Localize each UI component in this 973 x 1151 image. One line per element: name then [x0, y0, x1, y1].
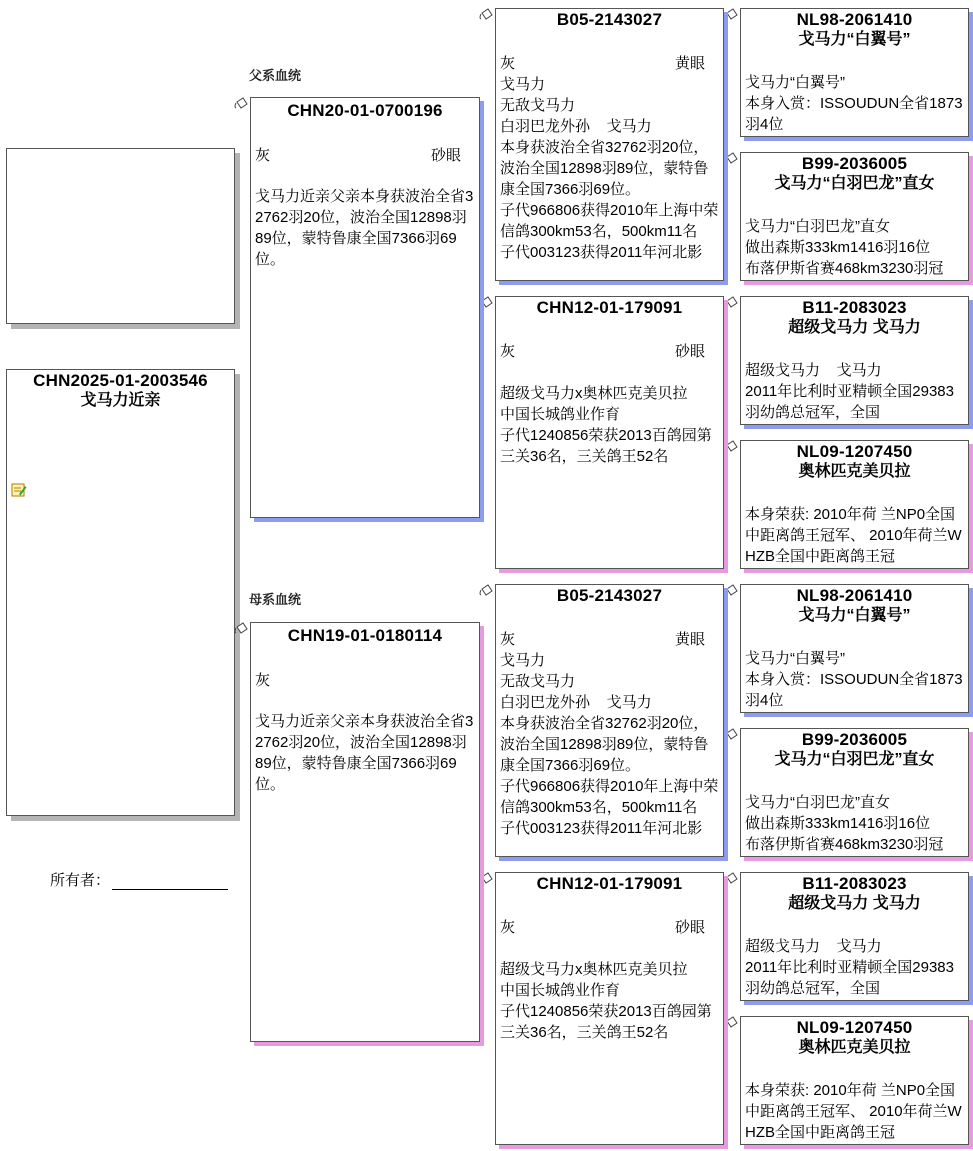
- sire-dam-card[interactable]: [495, 296, 724, 569]
- sds-ring-number: B11-2083023: [802, 298, 907, 317]
- paint-bucket-icon[interactable]: [724, 152, 739, 167]
- paint-bucket-icon[interactable]: [724, 440, 739, 455]
- ddd-ring-number: NL09-1207450: [796, 1018, 913, 1037]
- dds-ring-number: B11-2083023: [802, 874, 907, 893]
- dam-color-row: [251, 670, 479, 691]
- ddd-card[interactable]: [740, 1016, 969, 1145]
- sire-sire-notes: 戈马力 无敌戈马力 白羽巴龙外孙 戈马力 本身获波治全省32762羽20位，波治全国12898羽89位，蒙特鲁康全国7366羽69位。 子代966806获得2010年上海中荣信鸽300km53名，500km11名 子代003123获得2011年河北影: [500, 76, 719, 261]
- dss-ring-number: NL98-2061410: [796, 586, 913, 605]
- dsd-card[interactable]: [740, 728, 969, 857]
- ssd-ring-number: B99-2036005: [801, 154, 908, 173]
- sss-name: 戈马力“白翼号”: [798, 31, 911, 48]
- sdd-notes: 本身荣获: 2010年荷 兰NP0全国中距离鸽王冠军、 2010年荷兰WHZB全国中距离鸽王冠: [745, 506, 962, 565]
- sire-sire-card[interactable]: [495, 8, 724, 281]
- dam-card[interactable]: [250, 622, 480, 1042]
- dsd-name: 戈马力“白羽巴龙”直女: [774, 751, 935, 768]
- dam-dam-card[interactable]: [495, 872, 724, 1145]
- ssd-name: 戈马力“白羽巴龙”直女: [774, 175, 935, 192]
- paint-bucket-icon[interactable]: [724, 728, 739, 743]
- sire-sire-ring-number: B05-2143027: [556, 10, 663, 29]
- dam-sire-eye: 黄眼: [674, 631, 705, 648]
- subject-card[interactable]: [6, 369, 235, 816]
- sdd-name: 奥林匹克美贝拉: [798, 463, 911, 480]
- sire-color: 灰: [255, 147, 271, 164]
- sire-dam-color-row: [496, 341, 723, 362]
- dsd-ring-number: B99-2036005: [801, 730, 908, 749]
- sire-dam-eye: 砂眼: [674, 343, 705, 360]
- sire-dam-color: 灰: [500, 343, 516, 360]
- dam-sire-color: 灰: [500, 631, 516, 648]
- paint-bucket-icon[interactable]: [479, 8, 494, 23]
- dss-notes: 戈马力“白翼号” 本身入赏：ISSOUDUN全省1873羽4位: [745, 650, 963, 709]
- sss-ring-number: NL98-2061410: [796, 10, 913, 29]
- ddd-name: 奥林匹克美贝拉: [798, 1039, 911, 1056]
- dss-card[interactable]: [740, 584, 969, 713]
- paint-bucket-icon[interactable]: [724, 8, 739, 23]
- photo-box[interactable]: [6, 148, 235, 324]
- sire-sire-color: 灰: [500, 55, 516, 72]
- owner-line: [112, 874, 228, 890]
- dam-dam-eye: 砂眼: [674, 919, 705, 936]
- edit-note-icon[interactable]: [11, 482, 27, 498]
- sire-sire-eye: 黄眼: [674, 55, 705, 72]
- sss-notes: 戈马力“白翼号” 本身入赏：ISSOUDUN全省1873羽4位: [745, 74, 963, 133]
- dam-sire-notes: 戈马力 无敌戈马力 白羽巴龙外孙 戈马力 本身获波治全省32762羽20位，波治全国12898羽89位，蒙特鲁康全国7366羽69位。 子代966806获得2010年上海中荣信鸽300km53名，500km11名 子代003123获得2011年河北影: [500, 652, 719, 837]
- ddd-notes: 本身荣获: 2010年荷 兰NP0全国中距离鸽王冠军、 2010年荷兰WHZB全国中距离鸽王冠: [745, 1082, 962, 1141]
- sss-card[interactable]: [740, 8, 969, 137]
- ssd-card[interactable]: [740, 152, 969, 281]
- sire-color-row: [251, 145, 479, 166]
- paint-bucket-icon[interactable]: [234, 97, 249, 112]
- sire-dam-notes: 超级戈马力x奥林匹克美贝拉 中国长城鸽业作育 子代1240856荣获2013百鸽园第三关36名，三关鸽王52名: [500, 385, 712, 465]
- sire-card[interactable]: [250, 97, 480, 518]
- subject-ring-number: CHN2025-01-2003546: [33, 371, 208, 390]
- sds-notes: 超级戈马力 戈马力 2011年比利时亚精顿全国29383羽幼鸽总冠军，全国: [745, 362, 954, 421]
- sire-sire-color-row: [496, 53, 723, 74]
- dam-sire-color-row: [496, 629, 723, 650]
- owner-label: 所有者：: [50, 872, 111, 889]
- dds-name: 超级戈马力 戈马力: [788, 895, 921, 912]
- sdd-card[interactable]: [740, 440, 969, 569]
- sire-line-label: 父系血统: [249, 68, 302, 83]
- dam-dam-color-row: [496, 917, 723, 938]
- sire-ring-number: CHN20-01-0700196: [287, 101, 443, 120]
- sds-name: 超级戈马力 戈马力: [788, 319, 921, 336]
- dam-color: 灰: [255, 672, 271, 689]
- dam-dam-notes: 超级戈马力x奥林匹克美贝拉 中国长城鸽业作育 子代1240856荣获2013百鸽园第三关36名，三关鸽王52名: [500, 961, 712, 1041]
- dam-sire-card[interactable]: [495, 584, 724, 857]
- subject-name: 戈马力近亲: [80, 392, 161, 409]
- dam-dam-color: 灰: [500, 919, 516, 936]
- dds-notes: 超级戈马力 戈马力 2011年比利时亚精顿全国29383羽幼鸽总冠军，全国: [745, 938, 954, 997]
- ssd-notes: 戈马力“白羽巴龙”直女 做出森斯333km1416羽16位 布落伊斯省赛468km3230羽冠: [745, 218, 944, 277]
- paint-bucket-icon[interactable]: [479, 872, 494, 887]
- dss-name: 戈马力“白翼号”: [798, 607, 911, 624]
- dam-line-label: 母系血统: [249, 592, 302, 607]
- dam-ring-number: CHN19-01-0180114: [287, 626, 443, 645]
- dsd-notes: 戈马力“白羽巴龙”直女 做出森斯333km1416羽16位 布落伊斯省赛468km3230羽冠: [745, 794, 944, 853]
- dds-card[interactable]: [740, 872, 969, 1001]
- paint-bucket-icon[interactable]: [724, 872, 739, 887]
- sire-dam-ring-number: CHN12-01-179091: [536, 298, 683, 317]
- sds-card[interactable]: [740, 296, 969, 425]
- paint-bucket-icon[interactable]: [479, 584, 494, 599]
- dam-dam-ring-number: CHN12-01-179091: [536, 874, 683, 893]
- paint-bucket-icon[interactable]: [724, 1016, 739, 1031]
- paint-bucket-icon[interactable]: [724, 584, 739, 599]
- sire-notes: 戈马力近亲父亲本身获波治全省32762羽20位，波治全国12898羽89位，蒙特鲁康全国7366羽69位。: [255, 188, 474, 268]
- dam-sire-ring-number: B05-2143027: [556, 586, 663, 605]
- dam-notes: 戈马力近亲父亲本身获波治全省32762羽20位，波治全国12898羽89位，蒙特鲁康全国7366羽69位。: [255, 713, 474, 793]
- sdd-ring-number: NL09-1207450: [796, 442, 913, 461]
- owner-field[interactable]: [50, 869, 228, 890]
- paint-bucket-icon[interactable]: [234, 622, 249, 637]
- sire-eye: 砂眼: [430, 147, 461, 164]
- paint-bucket-icon[interactable]: [724, 296, 739, 311]
- paint-bucket-icon[interactable]: [479, 296, 494, 311]
